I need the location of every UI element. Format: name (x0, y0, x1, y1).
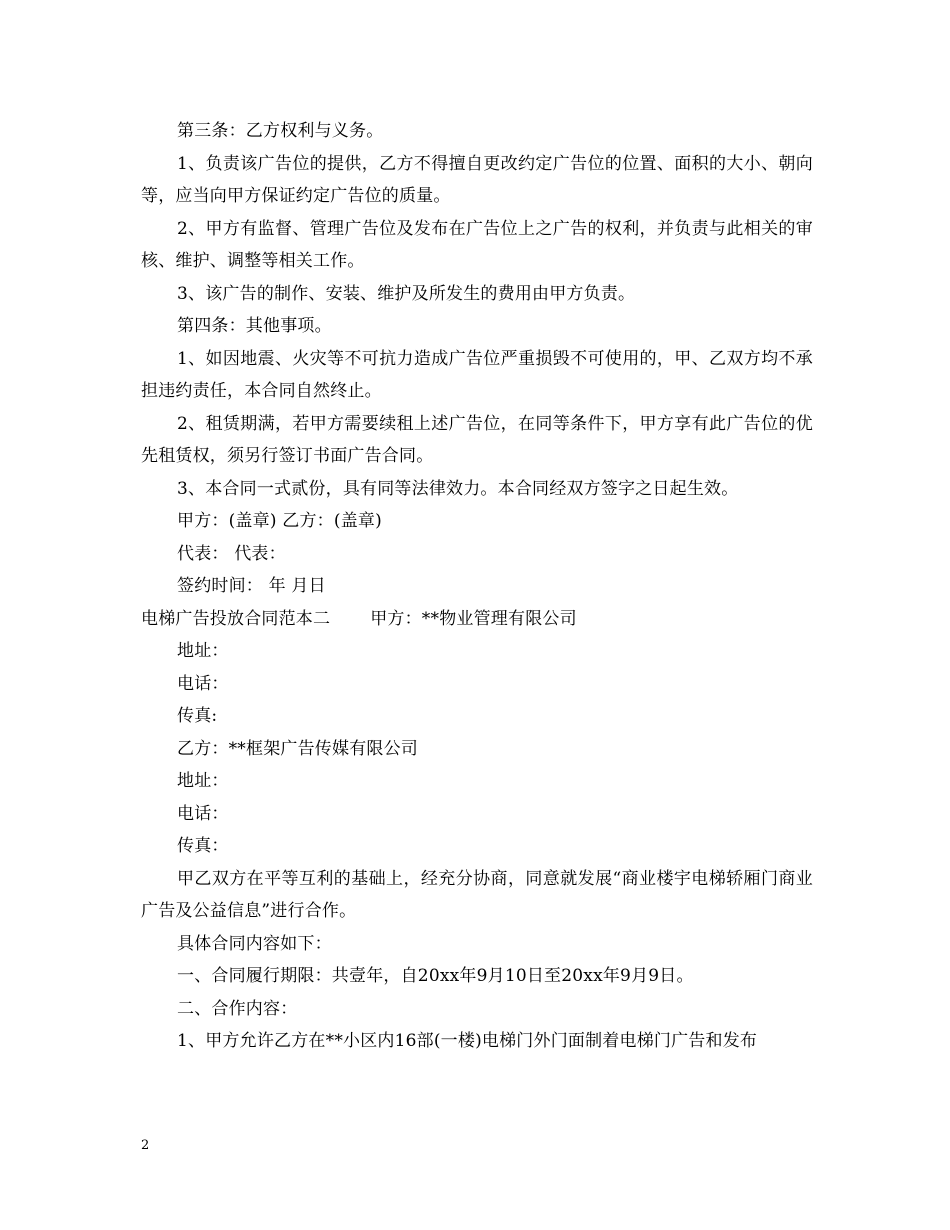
signing-date: 签约时间： 年 月日 (177, 576, 326, 596)
cooperation-content-heading: 二、合作内容： (177, 998, 298, 1019)
party-b-address: 地址： (177, 771, 229, 791)
article-four-clause-1: 1、如因地震、火灾等不可抗力造成广告位严重损毁不可使用的，甲、乙双方均不承担违约责任，本合同自然终止。 (141, 348, 813, 401)
party-b-phone: 电话： (177, 803, 229, 824)
party-b-name: 乙方：**框架广告传媒有限公司 (177, 738, 418, 759)
cooperation-clause-1: 1、甲方允许乙方在**小区内16部(一楼)电梯门外门面制着电梯门广告和发布 (177, 1031, 758, 1051)
article-three-heading: 第三条：乙方权利与义务。 (177, 121, 384, 141)
article-four-clause-3: 3、本合同一式贰份，具有同等法律效力。本合同经双方签字之日起生效。 (177, 478, 739, 499)
party-a-phone: 电话： (177, 673, 229, 694)
article-three-clause-1: 1、负责该广告位的提供，乙方不得擅自更改约定广告位的位置、面积的大小、朝向等，应当向甲方保证约定广告位的质量。 (141, 153, 813, 206)
party-a-fax: 传真: (177, 706, 218, 726)
party-b-fax: 传真： (177, 836, 229, 856)
cooperation-preamble: 甲乙双方在平等互利的基础上，经充分协商，同意就发展“商业楼宇电梯轿厢门商业广告及公益信息”进行合作。 (141, 868, 813, 921)
article-four-clause-2: 2、租赁期满，若甲方需要续租上述广告位，在同等条件下，甲方享有此广告位的优先租赁权，须另行签订书面广告合同。 (141, 413, 813, 466)
article-four-heading: 第四条：其他事项。 (177, 316, 332, 336)
article-three-clause-2: 2、甲方有监督、管理广告位及发布在广告位上之广告的权利，并负责与此相关的审核、维护、调整等相关工作。 (141, 218, 813, 271)
party-a-name: 甲方：**物业管理有限公司 (370, 608, 577, 629)
article-three-clause-3: 3、该广告的制作、安装、维护及所发生的费用由甲方负责。 (177, 283, 636, 304)
contract-term: 一、合同履行期限：共壹年，自20xx年9月10日至20xx年9月9日。 (177, 966, 694, 986)
signature-parties: 甲方：(盖章) 乙方：(盖章) (177, 511, 382, 531)
signature-representatives: 代表： 代表： (177, 543, 286, 564)
document-body (141, 115, 813, 1058)
section-title: 电梯广告投放合同范本二 (141, 608, 331, 629)
contract-content-intro: 具体合同内容如下： (177, 933, 332, 954)
page-number: 2 (141, 1138, 150, 1153)
section-title-line (141, 603, 813, 636)
party-a-address: 地址： (177, 641, 229, 661)
